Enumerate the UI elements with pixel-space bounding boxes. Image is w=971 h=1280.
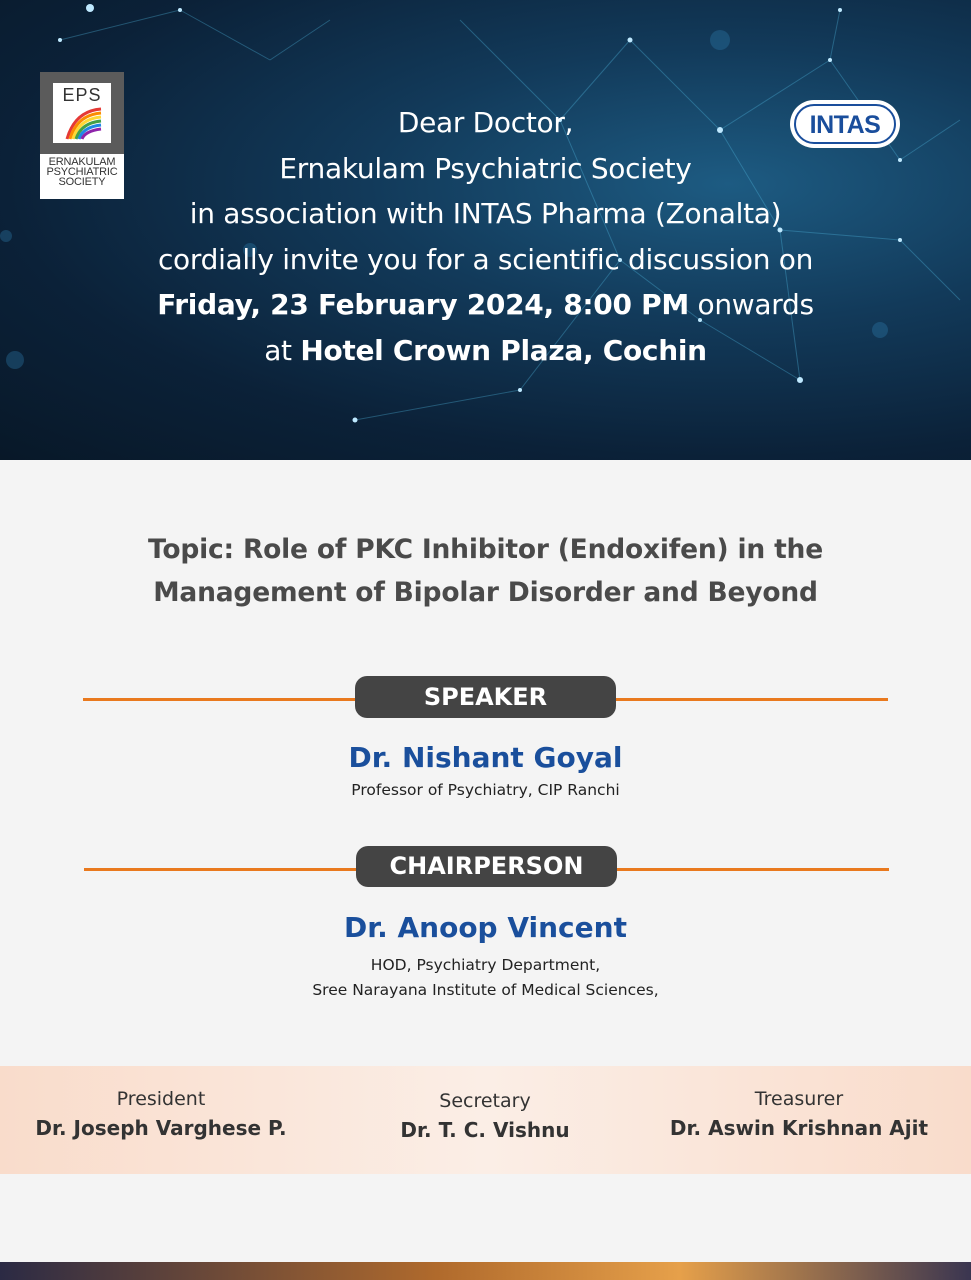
speaker-label: SPEAKER xyxy=(355,676,616,718)
chairperson-label: CHAIRPERSON xyxy=(356,846,617,887)
chairperson-role: HOD, Psychiatry Department, Sree Narayana Institute of Medical Sciences, xyxy=(312,956,659,999)
invitation-host: Ernakulam Psychiatric Society xyxy=(279,151,692,185)
footer-gradient-bar xyxy=(0,1262,971,1280)
intas-logo-text: INTAS xyxy=(809,111,881,139)
header-banner xyxy=(0,0,971,460)
officer-title: Secretary xyxy=(439,1090,531,1112)
eps-logo-letters: EPS xyxy=(62,85,102,105)
officer-secretary xyxy=(320,1068,650,1142)
speaker-role: Professor of Psychiatry, CIP Ranchi xyxy=(351,781,620,799)
officer-president xyxy=(0,1066,326,1140)
invitation-venue: at Hotel Crown Plaza, Cochin xyxy=(264,333,707,367)
invitation-greeting: Dear Doctor, xyxy=(397,106,574,139)
invitation-association: in association with INTAS Pharma (Zonalta) xyxy=(189,197,782,230)
officer-name: Dr. Joseph Varghese P. xyxy=(35,1116,287,1140)
officer-treasurer xyxy=(634,1066,964,1140)
invitation-purpose: cordially invite you for a scientific discussion on xyxy=(157,242,814,276)
officers-band xyxy=(0,1066,971,1174)
officer-title: Treasurer xyxy=(754,1088,844,1110)
speaker-name: Dr. Nishant Goyal xyxy=(348,741,623,774)
invitation-datetime: Friday, 23 February 2024, 8:00 PM onwards xyxy=(157,288,814,321)
invitation-text xyxy=(0,100,971,373)
topic-heading: Topic: Role of PKC Inhibitor (Endoxifen) in the Management of Bipolar Disorder and Beyond xyxy=(148,534,823,608)
officer-name: Dr. T. C. Vishnu xyxy=(400,1118,570,1142)
eps-logo-text: ERNAKULAM PSYCHIATRIC SOCIETY xyxy=(46,156,118,188)
officer-title: President xyxy=(116,1088,206,1110)
chairperson-name: Dr. Anoop Vincent xyxy=(344,911,627,944)
officer-name: Dr. Aswin Krishnan Ajit xyxy=(669,1116,929,1140)
